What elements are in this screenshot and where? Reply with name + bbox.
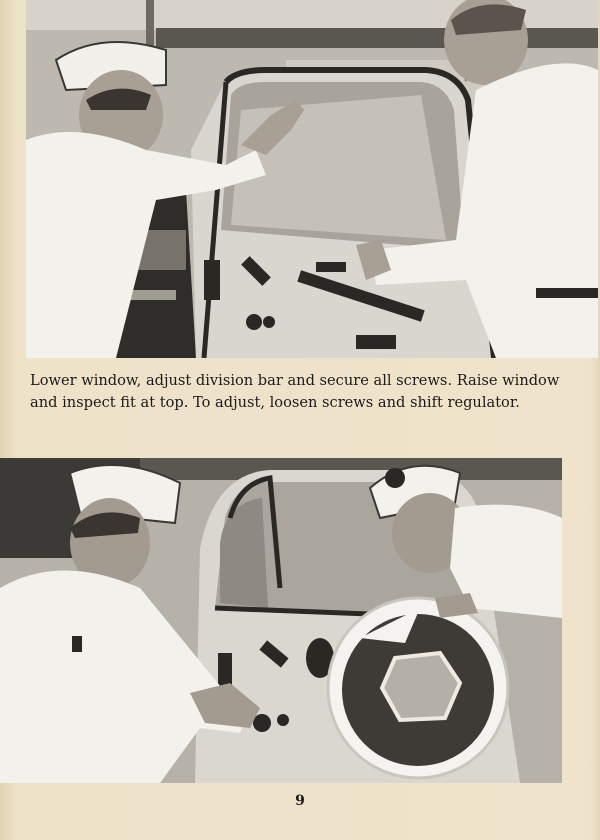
photo-top-window-adjustment xyxy=(26,0,598,358)
caption: Lower window, adjust division bar and secure all screws. Raise window and inspect fit at top. To adjust, loosen screws and shift regulator. xyxy=(30,372,560,411)
page-number: 9 xyxy=(295,793,305,809)
photo-bottom-regulator-adjustment xyxy=(0,458,562,783)
